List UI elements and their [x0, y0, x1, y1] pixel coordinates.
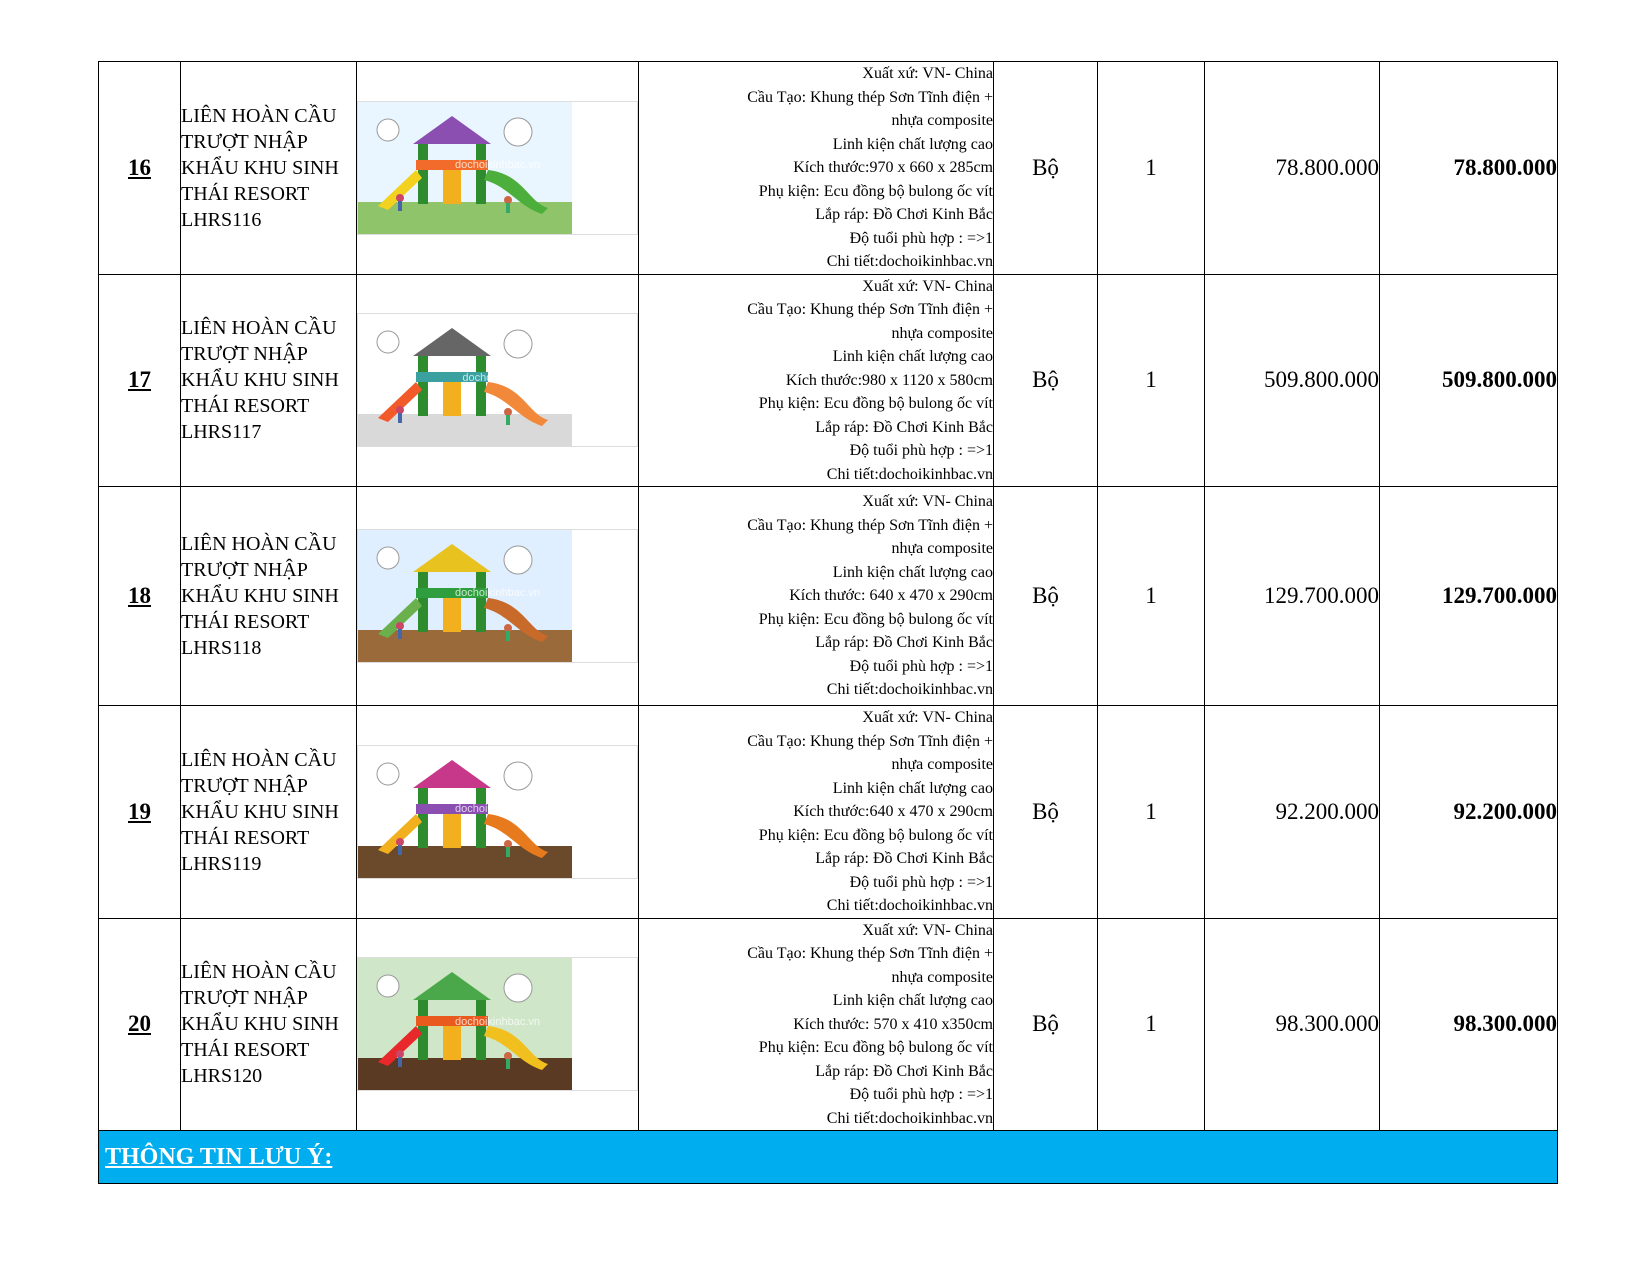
product-name-line: TRƯỢT NHẬP — [181, 343, 308, 366]
table-row — [99, 274, 1558, 487]
product-specs — [639, 918, 994, 1131]
spec-line: nhựa composite — [891, 968, 993, 986]
unit-cell: Bộ — [994, 487, 1098, 706]
spec-line: Phụ kiện: Ecu đồng bộ bulong ốc vít — [758, 826, 993, 844]
spec-line: Độ tuổi phù hợp : =>1 — [849, 657, 993, 675]
playground-icon — [357, 957, 638, 1091]
product-name-line: LIÊN HOÀN CẦU — [181, 104, 337, 127]
playground-icon — [357, 101, 638, 235]
item-number: 20 — [99, 918, 181, 1131]
product-image-cell — [357, 274, 639, 487]
image-watermark: dochoikinhbac — [462, 371, 533, 384]
item-number: 17 — [99, 274, 181, 487]
total-price-cell: 129.700.000 — [1380, 487, 1558, 706]
product-name-line: LHRS120 — [181, 1065, 263, 1088]
product-name-line: LHRS118 — [181, 637, 262, 659]
spec-line: nhựa composite — [891, 540, 993, 558]
product-specs — [639, 706, 994, 919]
spec-line: Chi tiết:dochoikinhbac.vn — [826, 465, 993, 483]
product-name-line: TRƯỢT NHẬP — [181, 774, 308, 797]
spec-line: Chi tiết:dochoikinhbac.vn — [826, 1109, 993, 1127]
spec-line: nhựa composite — [891, 756, 993, 773]
spec-line: Lắp ráp: Đồ Chơi Kinh Bắc — [815, 634, 993, 652]
product-name-line: LHRS117 — [181, 421, 262, 444]
product-name-line: LIÊN HOÀN CẦU — [181, 317, 337, 340]
unit-price-cell: 509.800.000 — [1205, 274, 1380, 487]
product-name — [181, 274, 357, 487]
spec-line: Độ tuổi phù hợp : =>1 — [849, 442, 993, 459]
spec-line: Linh kiện chất lượng cao — [832, 135, 993, 153]
product-name-line: THÁI RESORT — [181, 826, 310, 849]
item-number: 19 — [99, 706, 181, 919]
spec-line: Kích thước:640 x 470 x 290cm — [793, 803, 993, 820]
spec-line: Lắp ráp: Đồ Chơi Kinh Bắc — [815, 206, 993, 223]
total-price-cell: 98.300.000 — [1380, 918, 1558, 1131]
product-name-line: THÁI RESORT — [181, 182, 310, 205]
product-name — [181, 706, 357, 919]
quantity-cell: 1 — [1098, 274, 1205, 487]
spec-line: Lắp ráp: Đồ Chơi Kinh Bắc — [815, 1062, 993, 1080]
product-name — [181, 487, 357, 706]
quantity-cell: 1 — [1098, 918, 1205, 1131]
quotation-table — [98, 61, 1558, 1184]
unit-cell: Bộ — [994, 62, 1098, 275]
item-number: 18 — [99, 487, 181, 706]
product-name-line: KHẨU KHU SINH — [181, 369, 339, 392]
product-image-cell — [357, 62, 639, 275]
unit-cell: Bộ — [994, 706, 1098, 919]
playground-icon — [357, 529, 638, 663]
spec-line: Kích thước: 640 x 470 x 290cm — [789, 587, 993, 605]
spec-line: Độ tuổi phù hợp : =>1 — [849, 1086, 993, 1103]
note-row — [99, 1131, 1558, 1184]
product-name-line: KHẨU KHU SINH — [181, 800, 339, 823]
spec-line: Độ tuổi phù hợp : =>1 — [849, 229, 993, 247]
table-row — [99, 487, 1558, 706]
spec-line: Cầu Tạo: Khung thép Sơn Tĩnh điện + — [747, 88, 993, 106]
quantity-cell: 1 — [1098, 62, 1205, 275]
spec-line: Độ tuổi phù hợp : =>1 — [849, 873, 993, 891]
spec-line: Linh kiện chất lượng cao — [832, 563, 993, 581]
product-name — [181, 918, 357, 1131]
spec-line: Chi tiết:dochoikinhbac.vn — [826, 897, 993, 914]
product-name-line: LHRS116 — [181, 208, 262, 231]
spec-line: Cầu Tạo: Khung thép Sơn Tĩnh điện + — [747, 301, 993, 318]
total-price-cell: 92.200.000 — [1380, 706, 1558, 919]
spec-line: Phụ kiện: Ecu đồng bộ bulong ốc vít — [758, 610, 993, 628]
item-number: 16 — [99, 62, 181, 275]
spec-line: Lắp ráp: Đồ Chơi Kinh Bắc — [815, 418, 993, 436]
playground-icon — [357, 745, 638, 879]
spec-line: Linh kiện chất lượng cao — [832, 992, 993, 1009]
unit-price-cell: 98.300.000 — [1205, 918, 1380, 1131]
spec-line: Kích thước: 570 x 410 x350cm — [793, 1015, 993, 1033]
product-name-line: TRƯỢT NHẬP — [181, 559, 308, 581]
spec-line: Phụ kiện: Ecu đồng bộ bulong ốc vít — [758, 1039, 993, 1056]
spec-line: Cầu Tạo: Khung thép Sơn Tĩnh điện + — [747, 945, 993, 962]
product-specs — [639, 487, 994, 706]
quantity-cell: 1 — [1098, 706, 1205, 919]
product-name-line: THÁI RESORT — [181, 395, 310, 418]
product-name-line: LIÊN HOÀN CẦU — [181, 533, 337, 555]
image-watermark: dochoikinhbac.vn — [454, 159, 541, 172]
spec-line: Linh kiện chất lượng cao — [832, 348, 993, 365]
spec-line: Xuất xứ: VN- China — [862, 709, 993, 726]
table-row — [99, 706, 1558, 919]
spec-line: Phụ kiện: Ecu đồng bộ bulong ốc vít — [758, 395, 993, 412]
spec-line: Cầu Tạo: Khung thép Sơn Tĩnh điện + — [747, 732, 993, 750]
spec-line: Kích thước:970 x 660 x 285cm — [793, 159, 993, 176]
product-name — [181, 62, 357, 275]
spec-line: Xuất xứ: VN- China — [862, 921, 993, 939]
product-name-line: THÁI RESORT — [181, 611, 310, 633]
product-image-cell — [357, 918, 639, 1131]
unit-cell: Bộ — [994, 274, 1098, 487]
product-name-line: KHẨU KHU SINH — [181, 156, 339, 179]
table-row — [99, 62, 1558, 275]
unit-price-cell: 129.700.000 — [1205, 487, 1380, 706]
product-name-line: LIÊN HOÀN CẦU — [181, 961, 337, 984]
product-specs — [639, 274, 994, 487]
spec-line: nhựa composite — [891, 324, 993, 342]
product-name-line: LIÊN HOÀN CẦU — [181, 748, 337, 771]
product-specs — [639, 62, 994, 275]
quotation-sheet — [98, 61, 1557, 1184]
spec-line: Cầu Tạo: Khung thép Sơn Tĩnh điện + — [747, 516, 993, 534]
spec-line: Kích thước:980 x 1120 x 580cm — [785, 371, 993, 389]
unit-cell: Bộ — [994, 918, 1098, 1131]
spec-line: Chi tiết:dochoikinhbac.vn — [826, 253, 993, 270]
product-image-cell — [357, 706, 639, 919]
product-name-line: LHRS119 — [181, 852, 262, 875]
product-name-line: THÁI RESORT — [181, 1039, 310, 1062]
product-name-line: TRƯỢT NHẬP — [181, 987, 308, 1010]
product-name-line: KHẨU KHU SINH — [181, 585, 339, 607]
spec-line: Xuất xứ: VN- China — [862, 493, 993, 511]
product-name-line: TRƯỢT NHẬP — [181, 130, 308, 153]
product-image-cell — [357, 487, 639, 706]
image-watermark: dochoikinhbac.vn — [454, 803, 541, 816]
unit-price-cell: 92.200.000 — [1205, 706, 1380, 919]
total-price-cell: 509.800.000 — [1380, 274, 1558, 487]
quantity-cell: 1 — [1098, 487, 1205, 706]
note-cell — [99, 1131, 1558, 1184]
note-title: THÔNG TIN LƯU Ý: — [105, 1143, 333, 1170]
spec-line: Chi tiết:dochoikinhbac.vn — [826, 681, 993, 699]
playground-icon — [357, 313, 638, 447]
spec-line: Xuất xứ: VN- China — [862, 65, 993, 82]
spec-line: nhựa composite — [891, 112, 993, 129]
spec-line: Phụ kiện: Ecu đồng bộ bulong ốc vít — [758, 182, 993, 200]
table-row — [99, 918, 1558, 1131]
spec-line: Xuất xứ: VN- China — [862, 277, 993, 295]
spec-line: Linh kiện chất lượng cao — [832, 779, 993, 797]
product-name-line: KHẨU KHU SINH — [181, 1013, 339, 1036]
spec-line: Lắp ráp: Đồ Chơi Kinh Bắc — [815, 850, 993, 867]
image-watermark: dochoikinhbac.vn — [454, 1015, 541, 1028]
image-watermark: dochoikinhbac.vn — [454, 587, 541, 600]
total-price-cell: 78.800.000 — [1380, 62, 1558, 275]
unit-price-cell: 78.800.000 — [1205, 62, 1380, 275]
